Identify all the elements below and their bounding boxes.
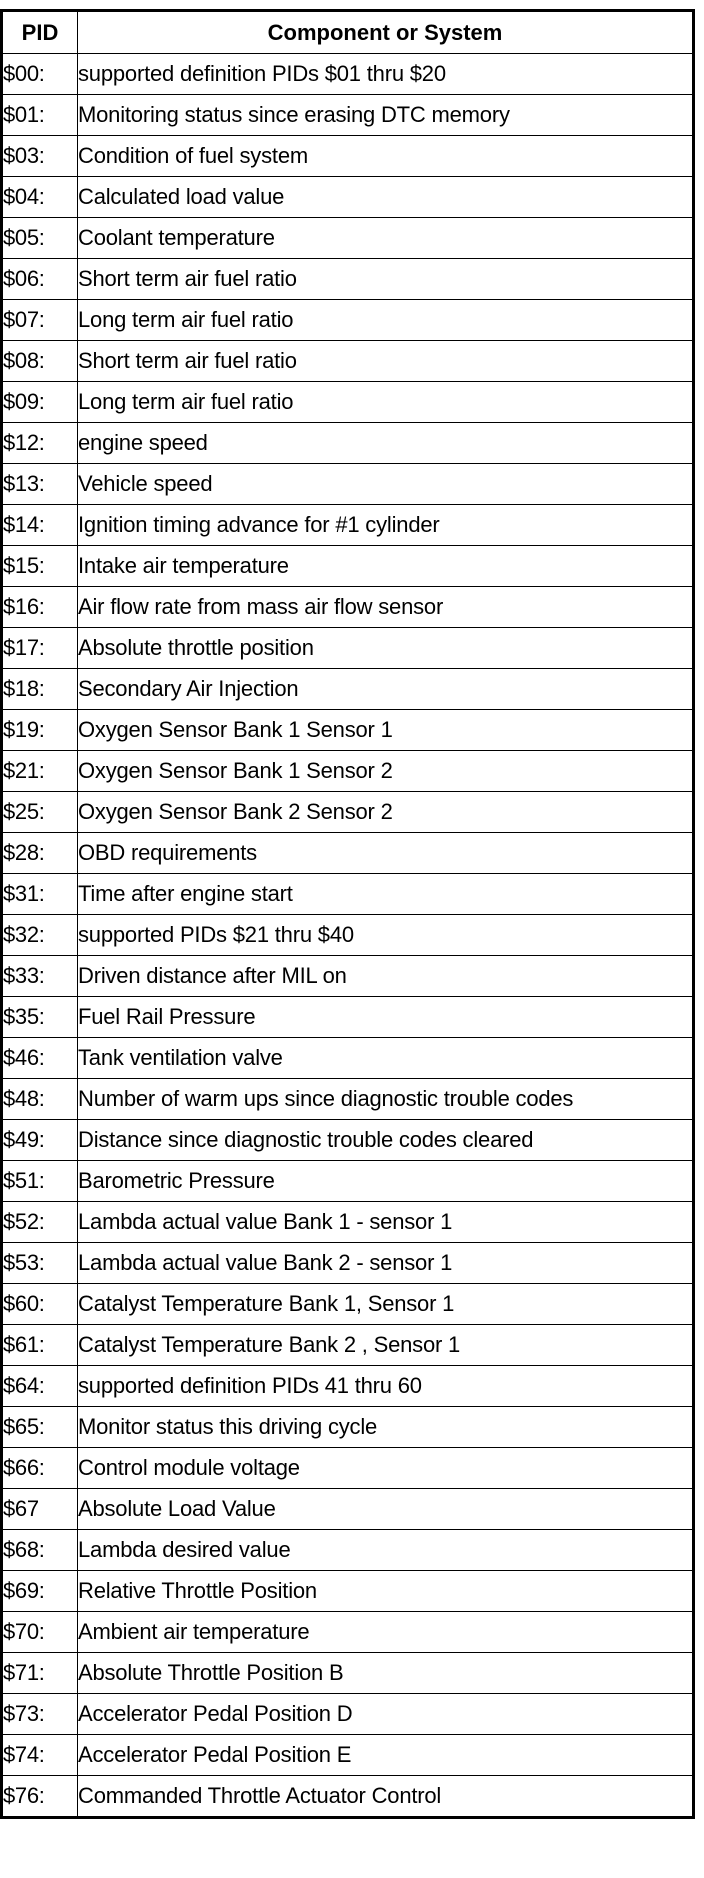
component-cell: Short term air fuel ratio xyxy=(78,259,694,300)
table-row xyxy=(2,1120,694,1161)
table-row xyxy=(2,751,694,792)
table-row xyxy=(2,1079,694,1120)
pid-cell: $00: xyxy=(2,54,78,95)
component-cell: Intake air temperature xyxy=(78,546,694,587)
component-cell: engine speed xyxy=(78,423,694,464)
table-row xyxy=(2,423,694,464)
table-row xyxy=(2,1448,694,1489)
table-row xyxy=(2,833,694,874)
table-row xyxy=(2,1243,694,1284)
pid-cell: $64: xyxy=(2,1366,78,1407)
table-row xyxy=(2,341,694,382)
component-cell: Long term air fuel ratio xyxy=(78,382,694,423)
pid-cell: $16: xyxy=(2,587,78,628)
pid-cell: $03: xyxy=(2,136,78,177)
component-cell: Fuel Rail Pressure xyxy=(78,997,694,1038)
table-row xyxy=(2,382,694,423)
component-cell: Lambda desired value xyxy=(78,1530,694,1571)
component-cell: Oxygen Sensor Bank 2 Sensor 2 xyxy=(78,792,694,833)
component-cell: Absolute Load Value xyxy=(78,1489,694,1530)
table-row xyxy=(2,1038,694,1079)
pid-cell: $51: xyxy=(2,1161,78,1202)
pid-cell: $14: xyxy=(2,505,78,546)
pid-table xyxy=(0,9,695,1819)
table-row xyxy=(2,505,694,546)
pid-cell: $73: xyxy=(2,1694,78,1735)
pid-cell: $61: xyxy=(2,1325,78,1366)
table-row xyxy=(2,1407,694,1448)
pid-cell: $12: xyxy=(2,423,78,464)
table-body xyxy=(2,54,694,1818)
pid-cell: $07: xyxy=(2,300,78,341)
pid-cell: $25: xyxy=(2,792,78,833)
table-row xyxy=(2,546,694,587)
table-row xyxy=(2,54,694,95)
pid-cell: $66: xyxy=(2,1448,78,1489)
component-cell: Ambient air temperature xyxy=(78,1612,694,1653)
component-cell: Monitoring status since erasing DTC memory xyxy=(78,95,694,136)
pid-cell: $76: xyxy=(2,1776,78,1818)
pid-cell: $68: xyxy=(2,1530,78,1571)
pid-cell: $71: xyxy=(2,1653,78,1694)
pid-cell: $52: xyxy=(2,1202,78,1243)
table-row xyxy=(2,464,694,505)
pid-cell: $19: xyxy=(2,710,78,751)
table-row xyxy=(2,1325,694,1366)
pid-cell: $48: xyxy=(2,1079,78,1120)
table-row xyxy=(2,1366,694,1407)
component-cell: supported PIDs $21 thru $40 xyxy=(78,915,694,956)
pid-cell: $13: xyxy=(2,464,78,505)
pid-cell: $67 xyxy=(2,1489,78,1530)
table-row xyxy=(2,1694,694,1735)
table-row xyxy=(2,628,694,669)
table-row xyxy=(2,956,694,997)
table-row xyxy=(2,1530,694,1571)
pid-cell: $74: xyxy=(2,1735,78,1776)
column-header-component: Component or System xyxy=(78,11,694,54)
table-row xyxy=(2,95,694,136)
component-cell: Vehicle speed xyxy=(78,464,694,505)
pid-cell: $46: xyxy=(2,1038,78,1079)
component-cell: Accelerator Pedal Position E xyxy=(78,1735,694,1776)
component-cell: Catalyst Temperature Bank 1, Sensor 1 xyxy=(78,1284,694,1325)
table-row xyxy=(2,792,694,833)
table-row xyxy=(2,1161,694,1202)
component-cell: Driven distance after MIL on xyxy=(78,956,694,997)
pid-cell: $60: xyxy=(2,1284,78,1325)
component-cell: Barometric Pressure xyxy=(78,1161,694,1202)
table-row xyxy=(2,1489,694,1530)
pid-cell: $18: xyxy=(2,669,78,710)
table-row xyxy=(2,218,694,259)
pid-cell: $33: xyxy=(2,956,78,997)
pid-cell: $09: xyxy=(2,382,78,423)
component-cell: Lambda actual value Bank 2 - sensor 1 xyxy=(78,1243,694,1284)
table-row xyxy=(2,300,694,341)
pid-cell: $35: xyxy=(2,997,78,1038)
component-cell: Number of warm ups since diagnostic trouble codes xyxy=(78,1079,694,1120)
pid-cell: $05: xyxy=(2,218,78,259)
pid-cell: $49: xyxy=(2,1120,78,1161)
pid-cell: $08: xyxy=(2,341,78,382)
table-row xyxy=(2,1571,694,1612)
component-cell: Air flow rate from mass air flow sensor xyxy=(78,587,694,628)
table-row xyxy=(2,587,694,628)
component-cell: Control module voltage xyxy=(78,1448,694,1489)
column-header-pid: PID xyxy=(2,11,78,54)
component-cell: Absolute Throttle Position B xyxy=(78,1653,694,1694)
table-row xyxy=(2,710,694,751)
pid-cell: $69: xyxy=(2,1571,78,1612)
component-cell: Catalyst Temperature Bank 2 , Sensor 1 xyxy=(78,1325,694,1366)
pid-cell: $28: xyxy=(2,833,78,874)
component-cell: Oxygen Sensor Bank 1 Sensor 1 xyxy=(78,710,694,751)
component-cell: Long term air fuel ratio xyxy=(78,300,694,341)
pid-cell: $21: xyxy=(2,751,78,792)
component-cell: Ignition timing advance for #1 cylinder xyxy=(78,505,694,546)
pid-cell: $70: xyxy=(2,1612,78,1653)
pid-cell: $65: xyxy=(2,1407,78,1448)
table-row xyxy=(2,997,694,1038)
table-row xyxy=(2,1735,694,1776)
component-cell: Secondary Air Injection xyxy=(78,669,694,710)
pid-cell: $32: xyxy=(2,915,78,956)
component-cell: Distance since diagnostic trouble codes cleared xyxy=(78,1120,694,1161)
table-header-row xyxy=(2,11,694,54)
component-cell: Calculated load value xyxy=(78,177,694,218)
component-cell: Accelerator Pedal Position D xyxy=(78,1694,694,1735)
table-row xyxy=(2,1612,694,1653)
pid-cell: $53: xyxy=(2,1243,78,1284)
pid-cell: $17: xyxy=(2,628,78,669)
table-row xyxy=(2,1284,694,1325)
pid-cell: $15: xyxy=(2,546,78,587)
component-cell: Monitor status this driving cycle xyxy=(78,1407,694,1448)
component-cell: Lambda actual value Bank 1 - sensor 1 xyxy=(78,1202,694,1243)
component-cell: OBD requirements xyxy=(78,833,694,874)
component-cell: supported definition PIDs 41 thru 60 xyxy=(78,1366,694,1407)
table-row xyxy=(2,259,694,300)
table-row xyxy=(2,1202,694,1243)
pid-cell: $06: xyxy=(2,259,78,300)
table-row xyxy=(2,177,694,218)
component-cell: Relative Throttle Position xyxy=(78,1571,694,1612)
table-row xyxy=(2,136,694,177)
table-row xyxy=(2,1653,694,1694)
component-cell: Commanded Throttle Actuator Control xyxy=(78,1776,694,1818)
component-cell: Time after engine start xyxy=(78,874,694,915)
component-cell: supported definition PIDs $01 thru $20 xyxy=(78,54,694,95)
table-row xyxy=(2,915,694,956)
pid-cell: $04: xyxy=(2,177,78,218)
component-cell: Tank ventilation valve xyxy=(78,1038,694,1079)
component-cell: Short term air fuel ratio xyxy=(78,341,694,382)
component-cell: Absolute throttle position xyxy=(78,628,694,669)
pid-cell: $01: xyxy=(2,95,78,136)
table-row xyxy=(2,874,694,915)
pid-cell: $31: xyxy=(2,874,78,915)
table-row xyxy=(2,669,694,710)
component-cell: Oxygen Sensor Bank 1 Sensor 2 xyxy=(78,751,694,792)
table-row xyxy=(2,1776,694,1818)
component-cell: Condition of fuel system xyxy=(78,136,694,177)
component-cell: Coolant temperature xyxy=(78,218,694,259)
